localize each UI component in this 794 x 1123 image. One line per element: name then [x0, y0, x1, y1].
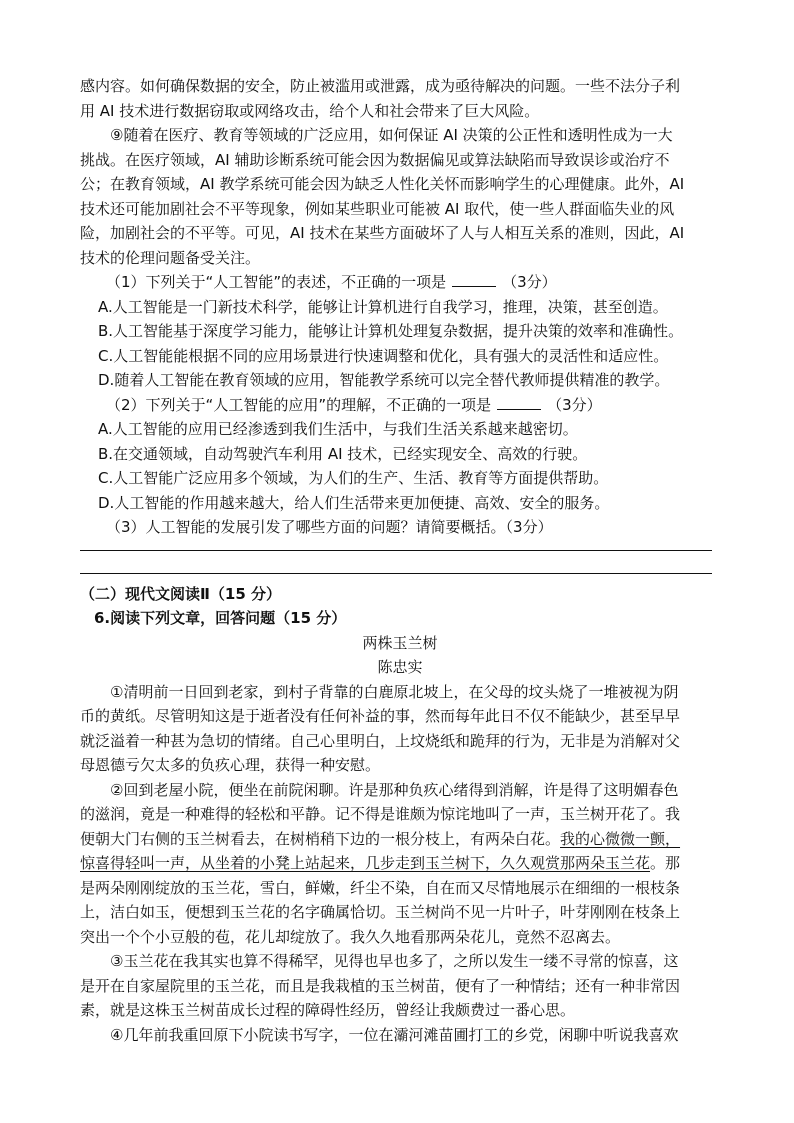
text-line: 挑战。在医疗领域，AI 辅助诊断系统可能会因为数据偏见或算法缺陷而导致误诊或治疗不	[80, 150, 670, 169]
question-1	[80, 270, 720, 393]
text-line: 是开在自家屋院里的玉兰花，而且是我栽植的玉兰树苗，便有了一种情结；还有一种非常因	[80, 976, 681, 995]
underlined-sentence: 惊喜得轻叫一声，从坐着的小凳上站起来，几步走到玉兰树下，久久观赏那两朵玉兰花	[80, 854, 651, 872]
text-line: 公；在教育领域，AI 教学系统可能会因为缺乏人性化关怀而影响学生的心理健康。此外，AI	[80, 175, 685, 193]
text-line: 是两朵刚刚绽放的玉兰花，雪白，鲜嫩，纤尘不染，自在而又尽情地展示在细细的一根枝条	[80, 878, 681, 897]
option-a[interactable]: A.人工智能的应用已经渗透到我们生活中，与我们生活关系越来越密切。	[98, 420, 578, 438]
passage-top	[80, 74, 720, 123]
question-stem-text: （1）下列关于“人工智能”的表述，不正确的一项是	[106, 273, 447, 291]
text-line: 就泛溢着一种甚为急切的情绪。自己心里明白，上坟烧纸和跪拜的行为，无非是为消解对父	[80, 731, 681, 750]
paragraph-1	[80, 680, 720, 778]
text-span: 便朝大门右侧的玉兰树看去，在树梢稍下边的一根分枝上，有两朵白花。	[80, 829, 561, 848]
text-line: 技术的伦理问题备受关注。	[80, 248, 261, 267]
option-b[interactable]: B.在交通领域，自动驾驶汽车利用 AI 技术，已经实现安全、高效的行驶。	[98, 444, 588, 463]
option-b[interactable]: B.人工智能基于深度学习能力，能够让计算机处理复杂数据，提升决策的效率和准确性。	[98, 322, 684, 340]
exam-page	[80, 74, 720, 1047]
question-stem	[80, 270, 720, 295]
section-2	[80, 582, 720, 680]
article-title: 两株玉兰树	[362, 633, 438, 652]
underlined-sentence: 我的心微微一颤，	[560, 829, 681, 848]
text-line: 感内容。如何确保数据的安全，防止被滥用或泄露，成为亟待解决的问题。一些不法分子利	[80, 77, 681, 95]
question-3	[80, 515, 720, 574]
text-line	[80, 851, 720, 876]
option-a[interactable]: A.人工智能是一门新技术科学，能够让计算机进行自我学习，推理，决策，甚至创造。	[98, 297, 668, 316]
text-line: ①清明前一日回到老家，到村子背靠的白鹿原北坡上，在父母的坟头烧了一堆被视为阴	[110, 682, 679, 701]
question-stem	[80, 393, 720, 418]
section-heading: （二）现代文阅读Ⅱ（15 分）	[80, 584, 281, 603]
paragraph-3	[80, 949, 720, 1023]
paragraph-4	[80, 1023, 720, 1048]
question-stem: （3）人工智能的发展引发了哪些方面的问题？请简要概括。（3分）	[106, 518, 553, 536]
option-d[interactable]: D.人工智能的作用越来越大，给人们生活带来更加便捷、高效、安全的服务。	[98, 493, 610, 512]
text-line: 险，加剧社会的不平等。可见，AI 技术在某些方面破坏了人与人相互关系的准则，因此，AI	[80, 224, 685, 242]
question-2	[80, 393, 720, 516]
text-line: ④几年前我重回原下小院读书写字，一位在灞河滩苗圃打工的乡党，闲聊中听说我喜欢	[110, 1025, 679, 1044]
option-d[interactable]: D.随着人工智能在教育领域的应用，智能教学系统可以完全替代教师提供精准的教学。	[98, 371, 670, 389]
text-line: 的滋润，竟是一种难得的轻松和平静。记不得是谁颇为惊诧地叫了一声，玉兰树开花了。我	[80, 805, 681, 823]
text-line: 突出一个个小豆般的苞，花儿却绽放了。我久久地看那两朵花儿，竟然不忍离去。	[80, 927, 621, 946]
question-instruction: 6.阅读下列文章，回答问题（15 分）	[94, 609, 347, 627]
option-c[interactable]: C.人工智能广泛应用多个领域，为人们的生产、生活、教育等方面提供帮助。	[98, 469, 609, 487]
text-span: 。那	[650, 854, 681, 872]
option-c[interactable]: C.人工智能能根据不同的应用场景进行快速调整和优化，具有强大的灵活性和适应性。	[98, 346, 669, 365]
text-line: 上，洁白如玉，便想到玉兰花的名字确属恰切。玉兰树尚不见一片叶子，叶芽刚刚在枝条上	[80, 903, 681, 921]
text-line: ③玉兰花在我其实也算不得稀罕，见得也早也多了，之所以发生一缕不寻常的惊喜，这	[110, 952, 679, 970]
answer-blank[interactable]	[452, 272, 496, 287]
question-stem-text: （2）下列关于“人工智能的应用”的理解，不正确的一项是	[106, 395, 492, 414]
answer-blank[interactable]	[497, 395, 541, 410]
text-line: 素，就是这株玉兰树苗成长过程的障碍性经历，曾经让我颇费过一番心思。	[80, 1001, 576, 1019]
question-score: （3分）	[547, 395, 602, 414]
question-score: （3分）	[502, 273, 557, 291]
article-author: 陈忠实	[377, 658, 423, 676]
text-line: 币的黄纸。尽管明知这是于逝者没有任何补益的事，然而每年此日不仅不能缺少，甚至早早	[80, 707, 681, 725]
text-line	[80, 827, 720, 852]
paragraph-2	[80, 778, 720, 950]
text-line: ⑨随着在医疗、教育等领域的广泛应用，如何保证 AI 决策的公正性和透明性成为一大	[110, 126, 673, 144]
text-line: 母恩德亏欠太多的负疚心理，获得一种安慰。	[80, 756, 381, 774]
text-line: ②回到老屋小院，便坐在前院闲聊。许是那种负疚心绪得到消解，许是得了这明媚春色	[110, 780, 679, 799]
text-line: 用 AI 技术进行数据窃取或网络攻击，给个人和社会带来了巨大风险。	[80, 101, 540, 120]
text-line: 技术还可能加剧社会不平等现象，例如某些职业可能被 AI 取代，使一些人群面临失业的风	[80, 199, 675, 218]
paragraph-9	[80, 123, 720, 270]
